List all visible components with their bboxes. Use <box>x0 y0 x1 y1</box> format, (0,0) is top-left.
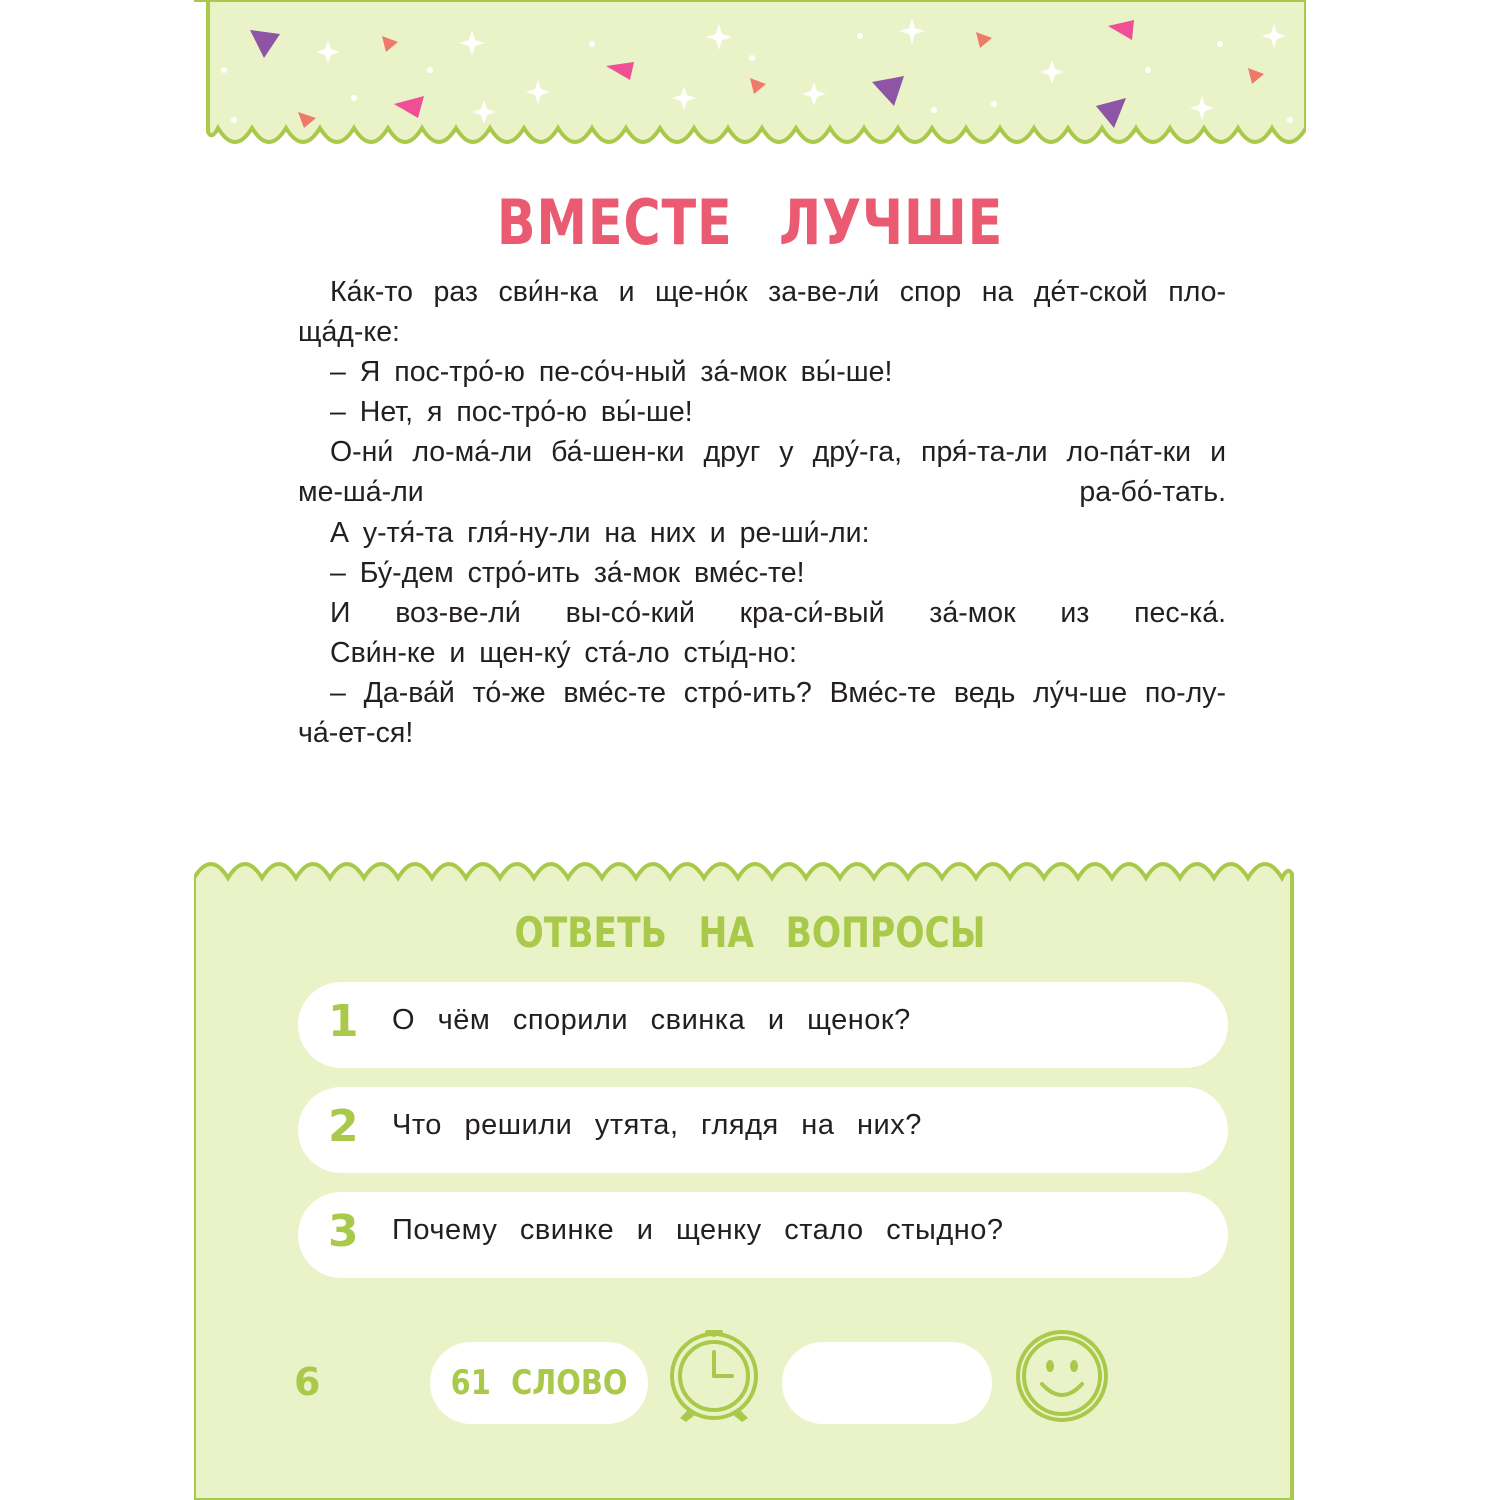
story-paragraph: Ка́к-то раз сви́н-ка и ще-но́к за-ве-ли́ спор на де́т-ской пло-ща́д-ке: <box>298 276 1226 349</box>
story-paragraph: Сви́н-ке и щен-ку́ ста́-ло сты́д-но: <box>330 636 797 669</box>
workbook-page <box>194 0 1306 1500</box>
question-number: 3 <box>328 1206 359 1257</box>
story-paragraph: – Я пос-тро́-ю пе-со́ч-ный за́-мок вы́-ше! <box>330 356 893 389</box>
story-text <box>298 272 1226 753</box>
page-number: 6 <box>294 1360 321 1404</box>
story-paragraph: О-ни́ ло-ма́-ли ба́-шен-ки друг у дру́-га, пря́-та-ли ло-па́т-ки и ме-ша́-ли ра-бо́-тать. <box>298 436 1226 509</box>
decorative-header-band <box>194 0 1306 160</box>
questions-title: ОТВЕТЬ НА ВОПРОСЫ <box>514 908 986 957</box>
question-number: 1 <box>328 996 359 1047</box>
story-paragraph: – Да-ва́й то́-же вме́с-те стро́-ить? Вме́с-те ведь лу́ч-ше по-лу-ча́-ет-ся! <box>298 676 1226 750</box>
question-item <box>298 982 1228 1068</box>
smiley-icon <box>1014 1328 1110 1424</box>
question-number: 2 <box>328 1101 359 1152</box>
question-text: Что решили утята, глядя на них? <box>392 1109 922 1141</box>
word-count-label: 61 СЛОВО <box>450 1363 628 1403</box>
question-text: Почему свинке и щенку стало стыдно? <box>392 1214 1004 1246</box>
page-title: ВМЕСТЕ ЛУЧШЕ <box>496 186 1004 259</box>
question-item <box>298 1192 1228 1278</box>
question-item <box>298 1087 1228 1173</box>
word-count-badge <box>430 1342 648 1424</box>
story-paragraph: А у-тя́-та гля́-ну-ли на них и ре-ши́-ли: <box>330 516 870 549</box>
question-text: О чём спорили свинка и щенок? <box>392 1004 911 1036</box>
story-paragraph: – Нет, я пос-тро́-ю вы́-ше! <box>330 396 693 429</box>
story-paragraph: И воз-ве-ли́ вы-со́-кий кра-си́-вый за́-мок из пес-ка́. <box>330 596 1226 629</box>
clock-icon <box>666 1326 762 1426</box>
story-paragraph: – Бу́-дем стро́-ить за́-мок вме́с-те! <box>330 556 805 589</box>
reading-time-field[interactable] <box>782 1342 992 1424</box>
